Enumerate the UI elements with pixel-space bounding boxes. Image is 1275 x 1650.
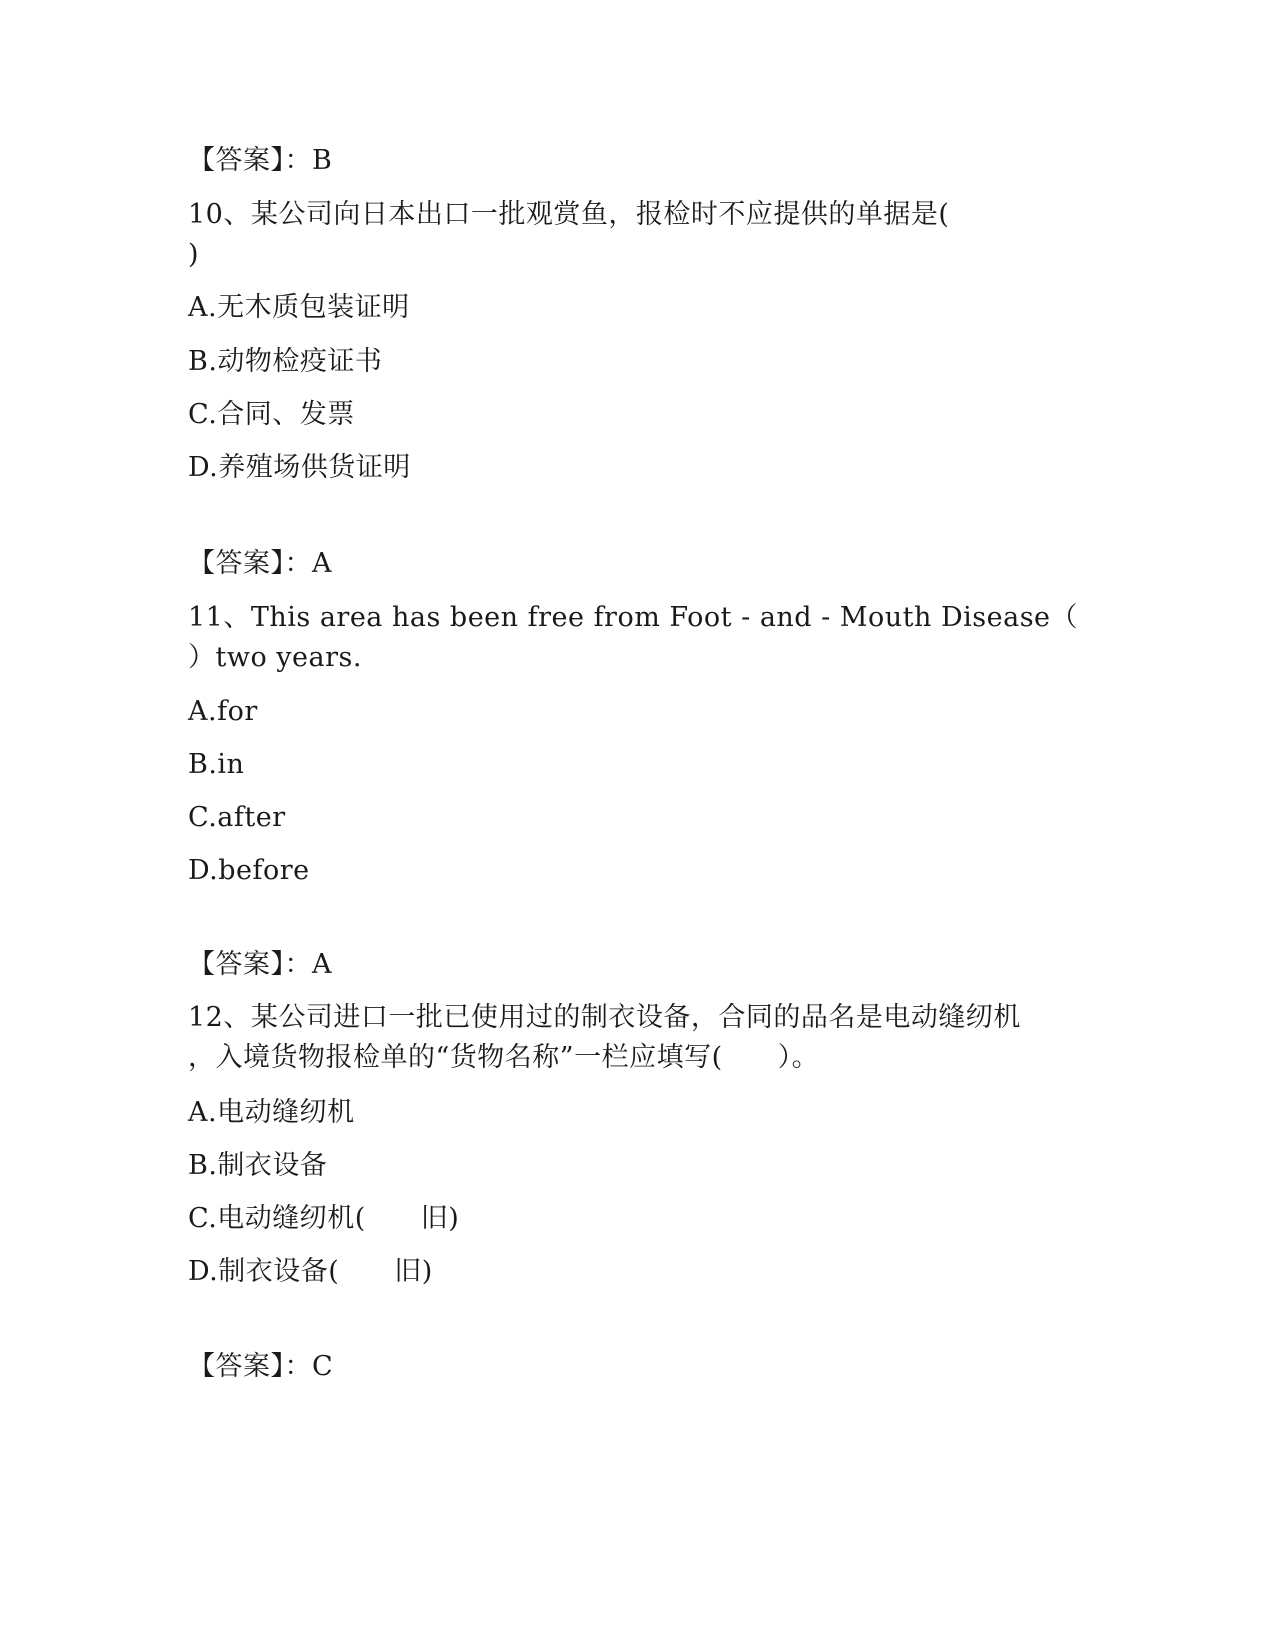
answer-label: 【答案】：B bbox=[188, 145, 333, 176]
option-d: D.before bbox=[188, 855, 310, 886]
option-a: A.电动缝纫机 bbox=[188, 1097, 355, 1128]
option-d: D.养殖场供货证明 bbox=[188, 452, 411, 483]
answer-label: 【答案】：C bbox=[188, 1351, 334, 1382]
option-d: D.制衣设备( 旧) bbox=[188, 1256, 433, 1287]
option-a: A.for bbox=[188, 696, 258, 727]
answer-label: 【答案】：A bbox=[188, 949, 332, 980]
question-11-line-2: ）two years. bbox=[188, 642, 362, 673]
question-11-line-1: 11、This area has been free from Foot - and - Mouth Disease（ bbox=[188, 602, 1079, 633]
option-a: A.无木质包装证明 bbox=[188, 292, 410, 323]
question-10-line-2: ) bbox=[188, 239, 200, 270]
option-b: B.in bbox=[188, 749, 245, 780]
question-10-line-1: 10、某公司向日本出口一批观赏鱼，报检时不应提供的单据是( bbox=[188, 199, 950, 230]
option-c: C.电动缝纫机( 旧) bbox=[188, 1203, 460, 1234]
question-12-line-2: ，入境货物报检单的“货物名称”一栏应填写( ）。 bbox=[188, 1042, 820, 1073]
option-b: B.动物检疫证书 bbox=[188, 346, 383, 377]
option-b: B.制衣设备 bbox=[188, 1150, 328, 1181]
question-12-line-1: 12、某公司进口一批已使用过的制衣设备，合同的品名是电动缝纫机 bbox=[188, 1002, 1021, 1033]
option-c: C.after bbox=[188, 802, 286, 833]
answer-label: 【答案】：A bbox=[188, 548, 332, 579]
option-c: C.合同、发票 bbox=[188, 399, 355, 430]
